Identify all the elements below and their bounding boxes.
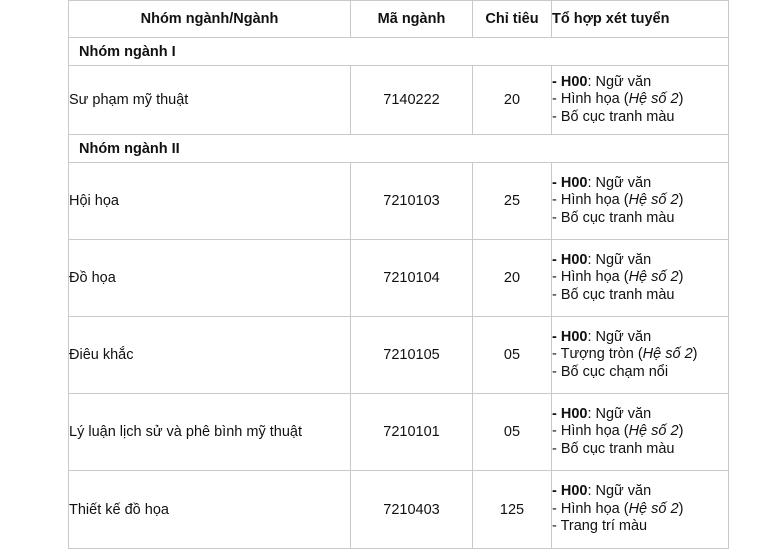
combo-line-1: - H00: Ngữ văn <box>552 328 652 345</box>
group-label: Nhóm ngành I <box>69 38 729 66</box>
combo-line-1: - H00: Ngữ văn <box>552 251 652 268</box>
major-quota: 25 <box>473 163 552 240</box>
header-combo: Tổ hợp xét tuyển <box>552 1 729 38</box>
major-combo <box>552 317 729 394</box>
table-row <box>69 66 729 135</box>
table-row <box>69 240 729 317</box>
major-quota: 05 <box>473 394 552 471</box>
table-row <box>69 163 729 240</box>
admission-table <box>68 0 729 549</box>
combo-line-1: - H00: Ngữ văn <box>552 73 652 90</box>
major-combo <box>552 66 729 135</box>
major-code: 7210103 <box>351 163 473 240</box>
combo-line-3: - Bố cục tranh màu <box>552 286 675 303</box>
major-name: Sư phạm mỹ thuật <box>69 66 351 135</box>
combo-line-3: - Trang trí màu <box>552 518 648 535</box>
combo-block: H00 <box>560 483 588 500</box>
combo-line-2: - Hình họa (Hệ số 2) <box>552 423 684 440</box>
major-code: 7140222 <box>351 66 473 135</box>
combo-line-2: - Hình họa (Hệ số 2) <box>552 91 684 108</box>
major-name: Điêu khắc <box>69 317 351 394</box>
major-quota: 125 <box>473 471 552 549</box>
major-name: Đồ họa <box>69 240 351 317</box>
major-combo <box>552 163 729 240</box>
combo-line-3: - Bố cục tranh màu <box>552 209 675 226</box>
combo-block: H00 <box>560 174 588 191</box>
combo-line-2: - Tượng tròn (Hệ số 2) <box>552 346 698 363</box>
major-quota: 05 <box>473 317 552 394</box>
combo-line-2: - Hình họa (Hệ số 2) <box>552 269 684 286</box>
combo-line-2: - Hình họa (Hệ số 2) <box>552 192 684 209</box>
table-row <box>69 471 729 549</box>
major-code: 7210403 <box>351 471 473 549</box>
combo-block: H00 <box>560 328 588 345</box>
group-row <box>69 38 729 66</box>
major-quota: 20 <box>473 66 552 135</box>
table-row <box>69 394 729 471</box>
combo-line-3: - Bố cục chạm nổi <box>552 363 669 380</box>
major-quota: 20 <box>473 240 552 317</box>
major-name: Lý luận lịch sử và phê bình mỹ thuật <box>69 394 351 471</box>
header-group-major: Nhóm ngành/Ngành <box>69 1 351 38</box>
major-code: 7210101 <box>351 394 473 471</box>
combo-line-1: - H00: Ngữ văn <box>552 405 652 422</box>
major-code: 7210105 <box>351 317 473 394</box>
combo-line-1: - H00: Ngữ văn <box>552 483 652 500</box>
combo-line-2: - Hình họa (Hệ số 2) <box>552 500 684 517</box>
combo-line-3: - Bố cục tranh màu <box>552 108 675 125</box>
major-combo <box>552 394 729 471</box>
combo-block: H00 <box>560 73 588 90</box>
header-row <box>69 1 729 38</box>
combo-block: H00 <box>560 251 588 268</box>
major-combo <box>552 240 729 317</box>
major-code: 7210104 <box>351 240 473 317</box>
table-row <box>69 317 729 394</box>
header-code: Mã ngành <box>351 1 473 38</box>
major-name: Hội họa <box>69 163 351 240</box>
combo-block: H00 <box>560 405 588 422</box>
header-quota: Chỉ tiêu <box>473 1 552 38</box>
major-name: Thiết kế đồ họa <box>69 471 351 549</box>
group-row <box>69 135 729 163</box>
major-combo <box>552 471 729 549</box>
group-label: Nhóm ngành II <box>69 135 729 163</box>
combo-line-1: - H00: Ngữ văn <box>552 174 652 191</box>
combo-line-3: - Bố cục tranh màu <box>552 440 675 457</box>
